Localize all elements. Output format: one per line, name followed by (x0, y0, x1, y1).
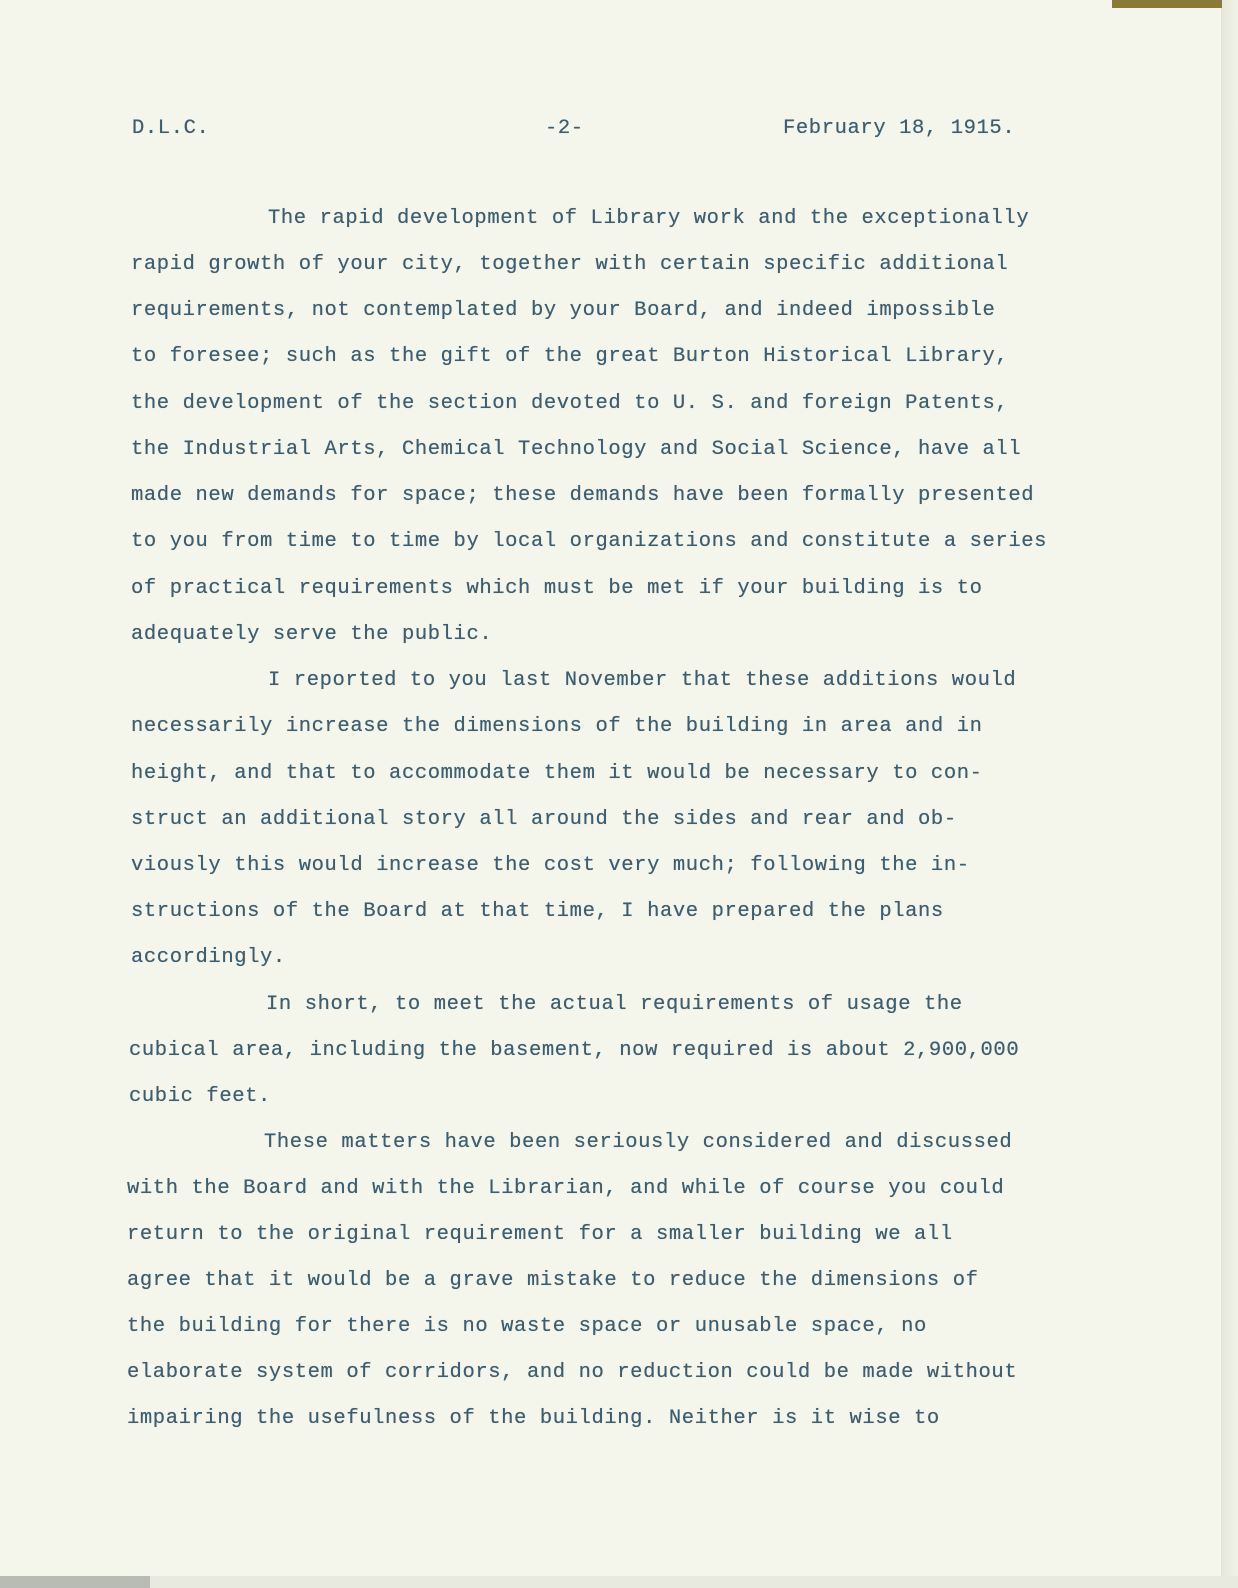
body-line: agree that it would be a grave mistake to reduce the dimensions of (127, 1269, 979, 1292)
body-line: height, and that to accommodate them it would be necessary to con- (131, 762, 983, 785)
body-line: cubical area, including the basement, now required is about 2,900,000 (129, 1039, 1020, 1062)
body-line: accordingly. (131, 946, 286, 969)
body-line: return to the original requirement for a smaller building we all (127, 1223, 953, 1246)
body-line: requirements, not contemplated by your Board, and indeed impossible (131, 299, 996, 322)
body-line: of practical requirements which must be met if your building is to (131, 577, 983, 600)
page-number: -2- (545, 117, 584, 140)
body-line: In short, to meet the actual requirements of usage the (266, 993, 963, 1016)
body-line: These matters have been seriously considered and discussed (264, 1131, 1013, 1154)
body-line: elaborate system of corridors, and no reduction could be made without (127, 1361, 1018, 1384)
page-edge-top (1112, 0, 1238, 8)
body-line: to foresee; such as the gift of the great Burton Historical Library, (131, 345, 1009, 368)
body-line: impairing the usefulness of the building. Neither is it wise to (127, 1407, 940, 1430)
scan-corner-mark (0, 1576, 150, 1588)
body-line: viously this would increase the cost very much; following the in- (131, 854, 970, 877)
body-line: the development of the section devoted to U. S. and foreign Patents, (131, 392, 1009, 415)
body-line: adequately serve the public. (131, 623, 493, 646)
body-line: to you from time to time by local organizations and constitute a series (131, 530, 1048, 553)
body-line: with the Board and with the Librarian, and while of course you could (127, 1177, 1005, 1200)
header-date: February 18, 1915. (783, 117, 1016, 140)
body-line: struct an additional story all around the sides and rear and ob- (131, 808, 957, 831)
body-line: made new demands for space; these demands have been formally presented (131, 484, 1035, 507)
body-line: cubic feet. (129, 1085, 271, 1108)
body-line: structions of the Board at that time, I have prepared the plans (131, 900, 944, 923)
body-line: the building for there is no waste space or unusable space, no (127, 1315, 927, 1338)
body-line: necessarily increase the dimensions of the building in area and in (131, 715, 983, 738)
header-initials: D.L.C. (132, 117, 210, 140)
page-edge-right (1222, 0, 1238, 1588)
body-line: rapid growth of your city, together with certain specific additional (131, 253, 1009, 276)
body-line: I reported to you last November that these additions would (268, 669, 1017, 692)
body-line: The rapid development of Library work and the exceptionally (268, 207, 1030, 230)
body-line: the Industrial Arts, Chemical Technology and Social Science, have all (131, 438, 1022, 461)
page-edge-bottom (0, 1576, 1238, 1588)
